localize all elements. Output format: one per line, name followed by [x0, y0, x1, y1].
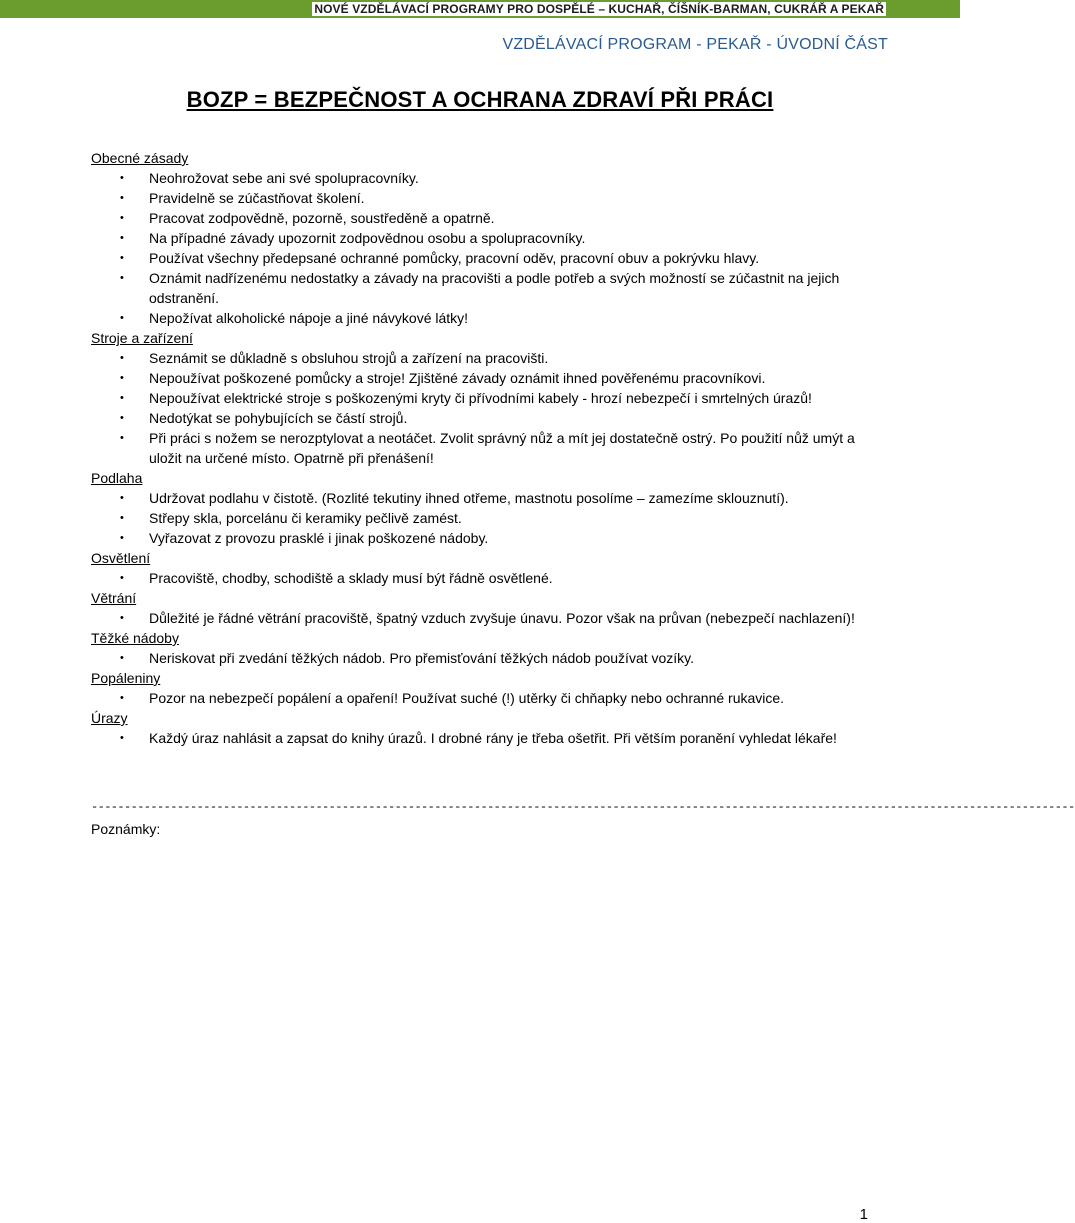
- list-item: [91, 308, 881, 328]
- bullet-list: [91, 568, 881, 588]
- list-item-text: Při práci s nožem se nerozptylovat a neotáčet. Zvolit správný nůž a mít jej dostatečně ostrý. Po použití nůž umýt a uložit na určené místo. Opatrně při přenášení!: [149, 430, 855, 466]
- section-heading: Osvětlení: [91, 550, 151, 566]
- document-body: [91, 148, 881, 748]
- list-item-text: Střepy skla, porcelánu či keramiky pečlivě zamést.: [149, 510, 462, 526]
- page-number: 1: [859, 1206, 868, 1223]
- list-item: [91, 648, 881, 668]
- list-item-text: Nepožívat alkoholické nápoje a jiné návykové látky!: [149, 310, 469, 326]
- list-item-text: Oznámit nadřízenému nedostatky a závady na pracovišti a podle potřeb a svých možností se zúčastnit na jejich odstranění.: [149, 270, 840, 306]
- bullet-icon: •: [120, 572, 124, 584]
- list-item: [91, 268, 881, 308]
- bullet-icon: •: [120, 532, 124, 544]
- header-subtitle: VZDĚLÁVACÍ PROGRAM - PEKAŘ - ÚVODNÍ ČÁST: [502, 36, 888, 53]
- bullet-icon: •: [120, 172, 124, 184]
- list-item: [91, 488, 881, 508]
- list-item: [91, 408, 881, 428]
- bullet-list: [91, 348, 881, 468]
- list-item: [91, 428, 881, 468]
- list-item: [91, 528, 881, 548]
- section-heading: Těžké nádoby: [91, 630, 179, 646]
- bullet-icon: •: [120, 212, 124, 224]
- divider-line: -----------------------------------------------------------------------------------------------------------------------------------------------------: [91, 800, 1075, 814]
- list-item: [91, 388, 881, 408]
- list-item-text: Neriskovat při zvedání těžkých nádob. Pro přemisťování těžkých nádob používat vozíky.: [149, 650, 695, 666]
- bullet-icon: •: [120, 312, 124, 324]
- page-title: BOZP = BEZPEČNOST A OCHRANA ZDRAVÍ PŘI PRÁCI: [186, 87, 774, 112]
- bullet-list: [91, 488, 881, 548]
- list-item-text: Udržovat podlahu v čistotě. (Rozlité tekutiny ihned otřeme, mastnotu posolíme – zamezíme sklouznutí).: [149, 490, 789, 506]
- bullet-list: [91, 648, 881, 668]
- list-item-text: Každý úraz nahlásit a zapsat do knihy úrazů. I drobné rány je třeba ošetřit. Při větším poranění vyhledat lékaře!: [149, 730, 837, 746]
- list-item-text: Pravidelně se zúčastňovat školení.: [149, 190, 365, 206]
- list-item-text: Vyřazovat z provozu prasklé i jinak poškozené nádoby.: [149, 530, 489, 546]
- notes-label: Poznámky:: [91, 821, 161, 837]
- section-heading: Stroje a zařízení: [91, 330, 193, 346]
- section-heading: Větrání: [91, 590, 137, 606]
- list-item-text: Pozor na nebezpečí popálení a opaření! Používat suché (!) utěrky či chňapky nebo ochranné rukavice.: [149, 690, 785, 706]
- bullet-icon: •: [120, 372, 124, 384]
- bullet-icon: •: [120, 432, 124, 444]
- list-item: [91, 188, 881, 208]
- list-item-text: Neohrožovat sebe ani své spolupracovníky.: [149, 170, 419, 186]
- list-item-text: Nedotýkat se pohybujících se částí strojů.: [149, 410, 408, 426]
- bullet-list: [91, 688, 881, 708]
- list-item: [91, 568, 881, 588]
- list-item-text: Pracoviště, chodby, schodiště a sklady musí být řádně osvětlené.: [149, 570, 553, 586]
- list-item-text: Pracovat zodpovědně, pozorně, soustředěně a opatrně.: [149, 210, 495, 226]
- section-heading: Popáleniny: [91, 670, 161, 686]
- bullet-icon: •: [120, 392, 124, 404]
- section-heading: Podlaha: [91, 470, 143, 486]
- bullet-icon: •: [120, 692, 124, 704]
- list-item: [91, 168, 881, 188]
- bullet-list: [91, 608, 881, 628]
- list-item-text: Na případné závady upozornit zodpovědnou osobu a spolupracovníky.: [149, 230, 586, 246]
- list-item: [91, 348, 881, 368]
- list-item: [91, 688, 881, 708]
- bullet-icon: •: [120, 272, 124, 284]
- list-item-text: Nepoužívat elektrické stroje s poškozenými kryty či přívodními kabely - hrozí nebezpečí i smrtelných úrazů!: [149, 390, 812, 406]
- list-item: [91, 728, 881, 748]
- list-item-text: Používat všechny předepsané ochranné pomůcky, pracovní oděv, pracovní obuv a pokrývku hlavy.: [149, 250, 760, 266]
- bullet-icon: •: [120, 512, 124, 524]
- bullet-icon: •: [120, 652, 124, 664]
- list-item-text: Seznámit se důkladně s obsluhou strojů a zařízení na pracovišti.: [149, 350, 549, 366]
- section-heading: Úrazy: [91, 710, 128, 726]
- bullet-list: [91, 168, 881, 328]
- list-item: [91, 228, 881, 248]
- list-item: [91, 368, 881, 388]
- list-item-text: Důležité je řádné větrání pracoviště, špatný vzduch zvyšuje únavu. Pozor však na průvan (nebezpečí nachlazení)!: [149, 610, 855, 626]
- section-heading: Obecné zásady: [91, 150, 189, 166]
- bullet-icon: •: [120, 352, 124, 364]
- bullet-icon: •: [120, 232, 124, 244]
- list-item: [91, 248, 881, 268]
- list-item-text: Nepoužívat poškozené pomůcky a stroje! Zjištěné závady oznámit ihned pověřenému pracovníkovi.: [149, 370, 766, 386]
- bullet-icon: •: [120, 192, 124, 204]
- list-item: [91, 208, 881, 228]
- program-line: NOVÉ VZDĚLÁVACÍ PROGRAMY PRO DOSPĚLÉ – KUCHAŘ, ČÍŠNÍK-BARMAN, CUKRÁŘ A PEKAŘ: [314, 2, 884, 16]
- bullet-icon: •: [120, 252, 124, 264]
- bullet-icon: •: [120, 492, 124, 504]
- bullet-icon: •: [120, 732, 124, 744]
- bullet-icon: •: [120, 412, 124, 424]
- list-item: [91, 508, 881, 528]
- list-item: [91, 608, 881, 628]
- bullet-list: [91, 728, 881, 748]
- bullet-icon: •: [120, 612, 124, 624]
